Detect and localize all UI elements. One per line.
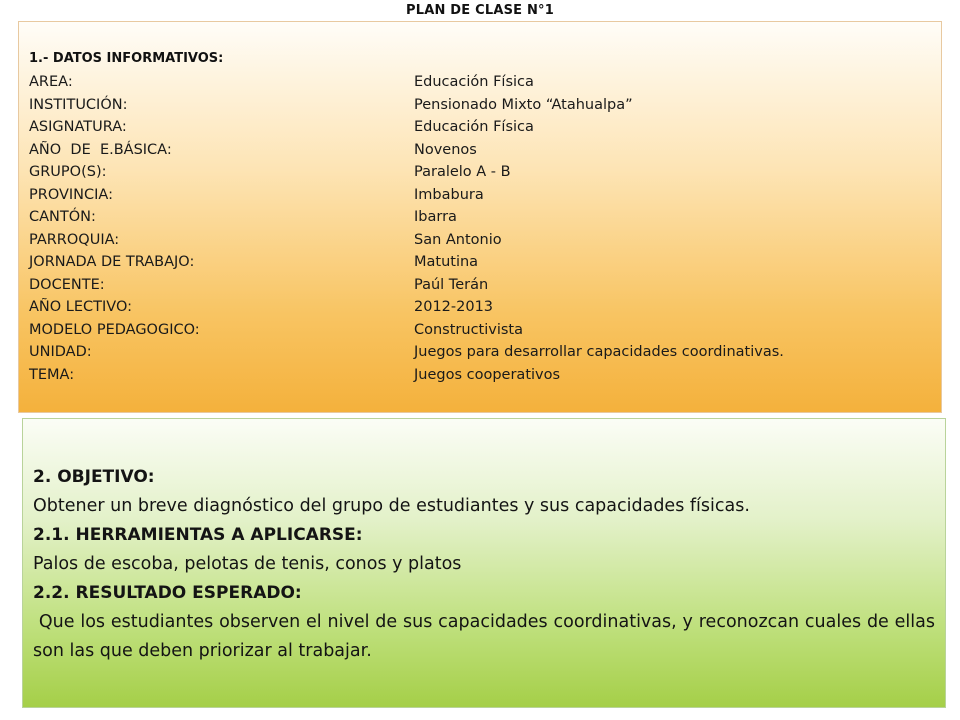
info-row-asignatura xyxy=(29,116,941,139)
info-label: JORNADA DE TRABAJO: xyxy=(29,254,195,270)
info-row-docente xyxy=(29,274,941,297)
info-row-area xyxy=(29,71,941,94)
info-value: Novenos xyxy=(414,141,477,158)
info-row-institucion xyxy=(29,94,941,117)
info-value: Ibarra xyxy=(414,209,457,225)
info-value: Matutina xyxy=(414,254,479,270)
objetivo-heading: 2. OBJETIVO: xyxy=(33,467,155,487)
info-label: PROVINCIA: xyxy=(29,186,113,203)
info-value: Paúl Terán xyxy=(414,276,489,293)
info-label: UNIDAD: xyxy=(29,344,92,360)
page-title: PLAN DE CLASE N°1 xyxy=(406,3,554,18)
info-row-unidad xyxy=(29,341,941,364)
info-label: GRUPO(S): xyxy=(29,164,107,180)
info-row-modelo-pedagogico xyxy=(29,319,941,342)
info-row-anio-lectivo xyxy=(29,296,941,319)
info-value: Educación Física xyxy=(414,119,534,135)
objetivo-text: Obtener un breve diagnóstico del grupo de estudiantes y sus capacidades físicas. xyxy=(33,496,750,516)
info-row-jornada xyxy=(29,251,941,274)
herramientas-text: Palos de escoba, pelotas de tenis, conos y platos xyxy=(33,554,462,574)
info-value: Paralelo A - B xyxy=(414,164,511,180)
info-label: AÑO DE E.BÁSICA: xyxy=(29,141,172,158)
info-row-tema xyxy=(29,364,941,387)
info-label: MODELO PEDAGOGICO: xyxy=(29,321,200,338)
info-label: AREA: xyxy=(29,74,73,90)
info-value: Constructivista xyxy=(414,321,523,338)
info-row-canton xyxy=(29,206,941,229)
info-label: CANTÓN: xyxy=(29,209,96,225)
info-value: Educación Física xyxy=(414,74,534,90)
info-value: Imbabura xyxy=(414,186,484,203)
info-value: Pensionado Mixto “Atahualpa” xyxy=(414,96,633,113)
resultado-heading: 2.2. RESULTADO ESPERADO: xyxy=(33,583,302,603)
datos-informativos-panel xyxy=(18,21,942,413)
info-row-anio-basica xyxy=(29,139,941,162)
info-label: PARROQUIA: xyxy=(29,231,120,248)
info-label: ASIGNATURA: xyxy=(29,119,127,135)
info-value: San Antonio xyxy=(414,231,502,248)
info-label: DOCENTE: xyxy=(29,276,105,293)
herramientas-heading: 2.1. HERRAMIENTAS A APLICARSE: xyxy=(33,525,363,545)
info-value: Juegos para desarrollar capacidades coordinativas. xyxy=(414,344,784,360)
info-value: Juegos cooperativos xyxy=(414,366,561,383)
info-label: TEMA: xyxy=(29,366,75,383)
info-value: 2012-2013 xyxy=(414,299,494,315)
info-row-grupos xyxy=(29,161,941,184)
datos-informativos-heading: 1.- DATOS INFORMATIVOS: xyxy=(29,51,224,66)
objetivo-panel xyxy=(22,418,946,708)
resultado-text: Que los estudiantes observen el nivel de sus capacidades coordinativas, y reconozcan cuales de ellas son las que deben priorizar al trabajar. xyxy=(33,612,941,661)
info-label: INSTITUCIÓN: xyxy=(29,96,128,113)
info-row-parroquia xyxy=(29,229,941,252)
info-row-provincia xyxy=(29,184,941,207)
info-label: AÑO LECTIVO: xyxy=(29,299,132,315)
